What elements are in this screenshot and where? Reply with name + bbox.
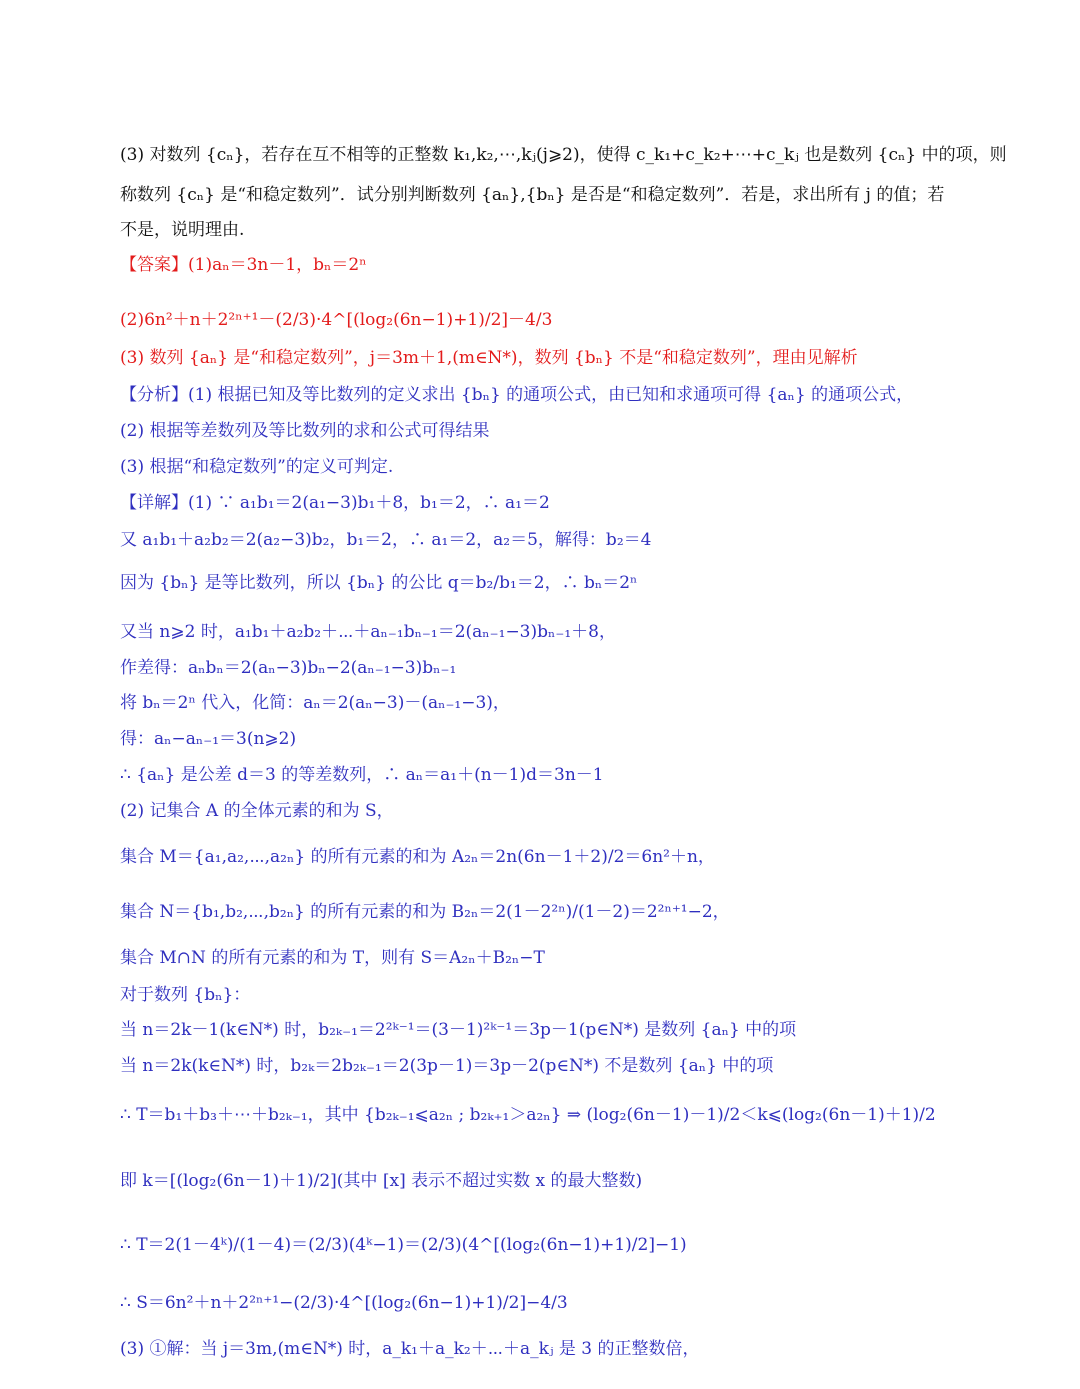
detail-line12: 集合 M∩N 的所有元素的和为 T，则有 S＝A₂ₙ＋B₂ₙ−T (120, 948, 545, 968)
answer-part3: (3) 数列 {aₙ} 是“和稳定数列”，j＝3m＋1,(m∈N*)，数列 {bₙ} 不是“和稳定数列”，理由见解析 (120, 348, 858, 368)
detail-line17: 即 k＝[(log₂(6n－1)＋1)/2](其中 [x] 表示不超过实数 x 的最大整数) (120, 1171, 643, 1191)
detail-line13: 对于数列 {bₙ}： (120, 985, 251, 1005)
detail-line2: 又 a₁b₁＋a₂b₂＝2(a₂−3)b₂，b₁＝2，∴ a₁＝2，a₂＝5，解得：b₂＝4 (120, 530, 652, 550)
detail-line19: ∴ S＝6n²＋n＋2²ⁿ⁺¹−(2/3)·4^[(log₂(6n−1)+1)/2]−4/3 (120, 1293, 568, 1313)
detail-line5: 作差得：aₙbₙ＝2(aₙ−3)bₙ−2(aₙ₋₁−3)bₙ₋₁ (120, 658, 457, 678)
detail-line6: 将 bₙ＝2ⁿ 代入，化简：aₙ＝2(aₙ−3)－(aₙ₋₁−3)， (120, 693, 510, 713)
analysis-line2: (2) 根据等差数列及等比数列的求和公式可得结果 (120, 421, 490, 441)
detail-line20: (3) ①解：当 j＝3m,(m∈N*) 时，a_k₁＋a_k₂＋⋯＋a_kⱼ 是 3 的正整数倍， (120, 1339, 700, 1359)
detail-line18: ∴ T＝2(1－4ᵏ)/(1－4)＝(2/3)(4ᵏ−1)＝(2/3)(4^[(log₂(6n−1)+1)/2]−1) (120, 1235, 687, 1255)
detail-line11: 集合 N＝{b₁,b₂,⋯,b₂ₙ} 的所有元素的和为 B₂ₙ＝2(1－2²ⁿ)/(1－2)＝2²ⁿ⁺¹−2， (120, 902, 730, 922)
answer-part2: (2)6n²＋n＋2²ⁿ⁺¹－(2/3)·4^[(log₂(6n−1)+1)/2]－4/3 (120, 310, 553, 330)
question-part3-line3: 不是，说明理由. (120, 220, 245, 240)
detail-line10: 集合 M＝{a₁,a₂,⋯,a₂ₙ} 的所有元素的和为 A₂ₙ＝2n(6n－1＋2)/2＝6n²＋n， (120, 847, 715, 867)
detail-line14: 当 n＝2k－1(k∈N*) 时，b₂ₖ₋₁＝2²ᵏ⁻¹＝(3－1)²ᵏ⁻¹＝3p－1(p∈N*) 是数列 {aₙ} 中的项 (120, 1020, 797, 1040)
analysis-line1: 【分析】(1) 根据已知及等比数列的定义求出 {bₙ} 的通项公式，由已知和求通项可得 {aₙ} 的通项公式， (120, 385, 914, 405)
detail-line4: 又当 n⩾2 时，a₁b₁＋a₂b₂＋⋯＋aₙ₋₁bₙ₋₁＝2(aₙ₋₁−3)bₙ₋₁＋8， (120, 622, 616, 642)
analysis-line3: (3) 根据“和稳定数列”的定义可判定. (120, 457, 394, 477)
answer-part1: 【答案】(1)aₙ＝3n－1，bₙ＝2ⁿ (120, 255, 367, 275)
detail-line16: ∴ T＝b₁＋b₃＋⋯＋b₂ₖ₋₁，其中 {b₂ₖ₋₁⩽a₂ₙ ; b₂ₖ₊₁＞a₂ₙ} ⇒ (log₂(6n－1)－1)/2＜k⩽(log₂(6n－1)＋1)/2 (120, 1105, 936, 1125)
detail-line9: (2) 记集合 A 的全体元素的和为 S， (120, 801, 394, 821)
detail-line3: 因为 {bₙ} 是等比数列，所以 {bₙ} 的公比 q＝b₂/b₁＝2，∴ bₙ＝2ⁿ (120, 573, 638, 593)
question-part3-line2: 称数列 {cₙ} 是“和稳定数列”．试分别判断数列 {aₙ},{bₙ} 是否是“和稳定数列”．若是，求出所有 j 的值；若 (120, 185, 945, 205)
detail-line8: ∴ {aₙ} 是公差 d＝3 的等差数列，∴ aₙ＝a₁＋(n－1)d＝3n－1 (120, 765, 604, 785)
detail-line7: 得：aₙ−aₙ₋₁＝3(n⩾2) (120, 729, 297, 749)
detail-line15: 当 n＝2k(k∈N*) 时，b₂ₖ＝2b₂ₖ₋₁＝2(3p－1)＝3p－2(p∈N*) 不是数列 {aₙ} 中的项 (120, 1056, 774, 1076)
detail-line1: 【详解】(1) ∵ a₁b₁＝2(a₁−3)b₁＋8，b₁＝2，∴ a₁＝2 (120, 493, 550, 513)
question-part3-line1: (3) 对数列 {cₙ}，若存在互不相等的正整数 k₁,k₂,⋯,kⱼ(j⩾2)，使得 c_k₁+c_k₂+⋯+c_kⱼ 也是数列 {cₙ} 中的项，则 (120, 145, 1007, 165)
